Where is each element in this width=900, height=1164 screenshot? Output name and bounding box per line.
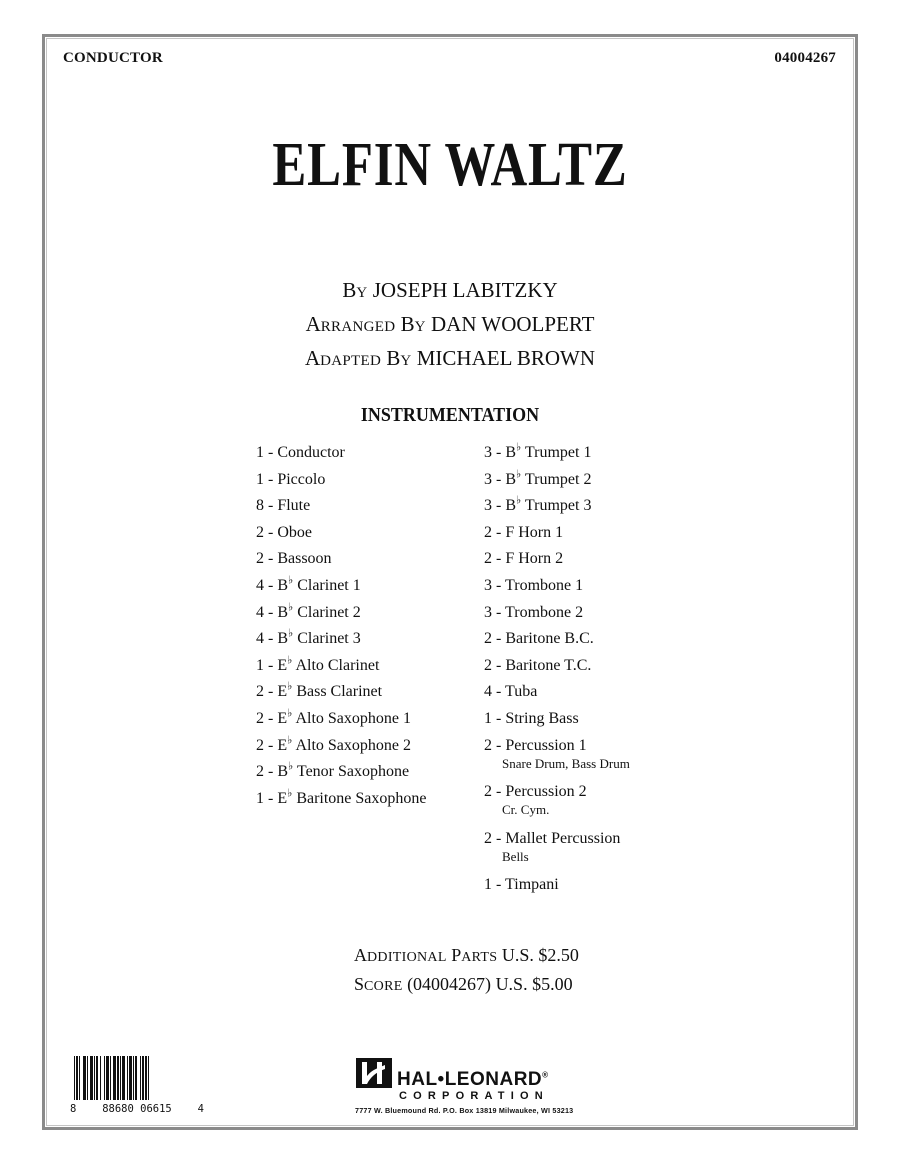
instrument-item	[256, 522, 427, 549]
instrument-item	[484, 781, 630, 828]
publisher-logo	[355, 1057, 615, 1127]
flat-icon: ♭	[516, 494, 522, 507]
composer-name: JOSEPH LABITZKY	[372, 278, 558, 302]
catalog-number: 04004267	[774, 50, 836, 66]
instrument-label: 2 - E♭ Alto Saxophone 1	[256, 707, 411, 727]
flat-icon: ♭	[287, 654, 293, 667]
instrument-item	[484, 442, 630, 469]
instrument-label: 3 - B♭ Trumpet 3	[484, 494, 592, 515]
credits	[0, 275, 900, 377]
pricing	[354, 942, 579, 1000]
barcode-digit-right: 4	[197, 1103, 204, 1115]
instrument-item	[256, 602, 427, 629]
score-catalog: (04004267)	[407, 974, 492, 994]
barcode-bars	[74, 1056, 200, 1100]
instrument-label: 2 - E♭ Alto Saxophone 2	[256, 734, 411, 754]
flat-icon: ♭	[288, 627, 294, 640]
barcode-bar	[149, 1056, 152, 1100]
arranged-prefix: ARRANGED BY	[305, 312, 426, 336]
instrument-label: 3 - B♭ Trumpet 2	[484, 468, 592, 488]
publisher-name-text: HAL•LEONARD	[397, 1069, 543, 1090]
registered-mark: ®	[542, 1070, 549, 1080]
instrument-item	[256, 655, 427, 682]
instrument-item	[256, 681, 427, 708]
instrument-label: 2 - F Horn 1	[484, 523, 564, 541]
instrument-label: 1 - E♭ Alto Clarinet	[256, 654, 380, 674]
instrument-label: 4 - B♭ Clarinet 1	[256, 574, 361, 594]
instrumentation-left-column	[256, 442, 427, 814]
instrument-label: 2 - Bassoon	[256, 550, 332, 568]
barcode-digits-middle: 88680 06615	[102, 1103, 172, 1115]
instrument-item	[484, 735, 630, 782]
publisher-name	[397, 1069, 549, 1091]
instrument-item	[484, 575, 630, 602]
barcode-icon	[70, 1056, 204, 1118]
instrument-label: 3 - Trombone 1	[484, 576, 584, 594]
adapted-prefix: ADAPTED BY	[304, 346, 412, 370]
instrument-label: 4 - Tuba	[484, 683, 538, 701]
instrument-label: 1 - E♭ Baritone Saxophone	[256, 787, 427, 807]
instrument-label: 1 - Conductor	[256, 444, 345, 461]
barcode-digits	[70, 1103, 204, 1115]
instrument-item	[256, 628, 427, 655]
score-price: U.S. $5.00	[495, 974, 573, 994]
instrument-label: 8 - Flute	[256, 497, 311, 515]
by-prefix: BY	[342, 278, 368, 302]
instrument-item	[256, 708, 427, 735]
flat-icon: ♭	[288, 574, 294, 587]
instrument-label: 2 - E♭ Bass Clarinet	[256, 681, 383, 701]
additional-parts-label: ADDITIONAL PARTS	[354, 945, 498, 965]
instrument-label: 2 - F Horn 2	[484, 550, 564, 568]
flat-icon: ♭	[288, 601, 294, 614]
instrument-item	[484, 874, 630, 901]
instrument-item	[484, 602, 630, 629]
instrument-item	[256, 469, 427, 496]
instrument-item	[484, 828, 630, 875]
instrument-label: 2 - Baritone B.C.	[484, 630, 594, 648]
barcode-digit-left: 8	[70, 1103, 77, 1115]
hal-leonard-logo-icon	[355, 1057, 395, 1091]
instrument-item	[484, 681, 630, 708]
arranger-line	[0, 309, 900, 343]
instrument-label: 2 - Percussion 2	[484, 783, 587, 801]
adapter-line	[0, 343, 900, 377]
instrument-item	[256, 575, 427, 602]
instrument-detail: Cr. Cym.	[502, 802, 550, 818]
composer-line	[0, 275, 900, 309]
instrument-item	[256, 761, 427, 788]
additional-parts-price: U.S. $2.50	[501, 945, 579, 965]
instrument-item	[256, 495, 427, 522]
flat-icon: ♭	[288, 760, 294, 773]
instrument-label: 3 - Trombone 2	[484, 603, 584, 621]
score-label: SCORE	[354, 974, 403, 994]
flat-icon: ♭	[287, 734, 293, 747]
flat-icon: ♭	[287, 707, 293, 720]
instrument-label: 2 - B♭ Tenor Saxophone	[256, 760, 410, 781]
instrument-label: 1 - String Bass	[484, 709, 579, 727]
instrument-item	[256, 442, 427, 469]
instrument-label: 2 - Baritone T.C.	[484, 656, 592, 674]
instrument-label: 3 - B♭ Trumpet 1	[484, 441, 592, 461]
instrument-item	[256, 548, 427, 575]
score-line	[354, 971, 579, 1000]
instrument-detail: Bells	[502, 848, 529, 864]
instrument-item	[484, 495, 630, 522]
instrument-label: 1 - Timpani	[484, 876, 559, 894]
adapter-name: MICHAEL BROWN	[416, 346, 596, 370]
page-title: ELFIN WALTZ	[272, 131, 628, 199]
flat-icon: ♭	[516, 468, 522, 481]
additional-parts-line	[354, 942, 579, 971]
arranger-name: DAN WOOLPERT	[431, 312, 595, 336]
instrument-item	[484, 655, 630, 682]
instrument-label: 2 - Percussion 1	[484, 736, 587, 754]
instrument-label: 1 - Piccolo	[256, 470, 326, 488]
flat-icon: ♭	[287, 681, 293, 694]
instrument-label: 2 - Oboe	[256, 523, 312, 541]
instrument-item	[484, 548, 630, 575]
instrument-item	[256, 788, 427, 815]
publisher-subtitle: CORPORATION	[399, 1090, 549, 1102]
part-label: CONDUCTOR	[63, 50, 163, 66]
flat-icon: ♭	[516, 441, 522, 454]
instrument-label: 2 - Mallet Percussion	[484, 829, 621, 847]
instrument-item	[484, 628, 630, 655]
instrument-item	[484, 708, 630, 735]
instrument-label: 4 - B♭ Clarinet 2	[256, 601, 361, 621]
instrument-item	[484, 522, 630, 549]
instrument-item	[484, 469, 630, 496]
instrument-label: 4 - B♭ Clarinet 3	[256, 627, 361, 648]
publisher-address: 7777 W. Bluemound Rd. P.O. Box 13819 Milwaukee, WI 53213	[355, 1106, 574, 1115]
instrument-item	[256, 735, 427, 762]
instrumentation-right-column	[484, 442, 630, 901]
instrument-detail: Snare Drum, Bass Drum	[502, 755, 630, 771]
instrumentation-heading: INSTRUMENTATION	[360, 404, 540, 426]
flat-icon: ♭	[287, 787, 293, 800]
